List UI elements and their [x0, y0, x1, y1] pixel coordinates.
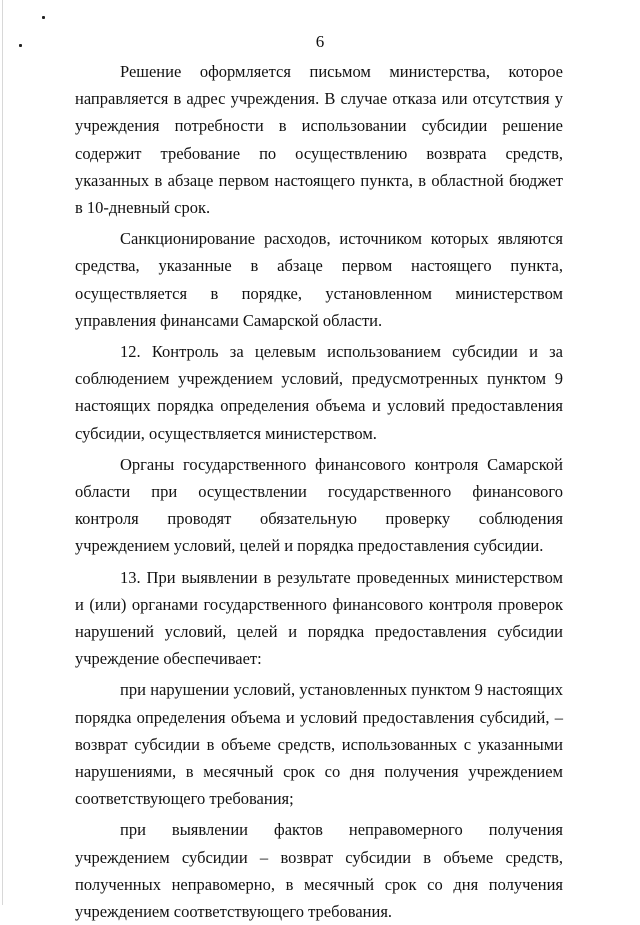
scan-mark-dot — [42, 16, 45, 19]
paragraph-financial-control-bodies: Органы государственного финансового контроля Самарской области при осуществлении государственного финансового контроля проводят обязательную проверку соблюдения учреждением условий, целей и порядка предоставления субсидии. — [75, 454, 563, 556]
paragraph-unlawful-receipt-return: при выявлении фактов неправомерного получения учреждением субсидии – возврат субсидии в объеме средств, полученных неправомерно, в месячный срок со дня получения учреждением соответствующего требования. — [75, 820, 563, 922]
page-number: 6 — [315, 32, 325, 51]
paragraph-item-13-violations: 13. При выявлении в результате проведенных министерством и (или) органами государственного финансового контроля проверок нарушений условий, целей и порядка предоставления субсидии учреждение обеспечивает: — [75, 567, 563, 669]
paragraph-item-12-control: 12. Контроль за целевым использованием субсидии и за соблюдением учреждением условий, предусмотренных пунктом 9 настоящих порядка определения объема и условий предоставления субсидии, осуществляется министерством. — [75, 342, 563, 443]
paragraph-condition-violation-return: при нарушении условий, установленных пунктом 9 настоящих порядка определения объема и условий предоставления субсидий, – возврат субсидии в объеме средств, использованных с указанными нарушениями, в месячный срок со дня получения учреждением соответствующего требования; — [75, 680, 563, 809]
scan-edge-line — [2, 0, 3, 905]
paragraph-expense-authorization: Санкционирование расходов, источником которых являются средства, указанные в абзаце первом настоящего пункта, осуществляется в порядке, установленном министерством управления финансами Самарской области. — [75, 229, 563, 330]
document-body — [75, 58, 563, 925]
paragraph-decision-letter: Решение оформляется письмом министерства, которое направляется в адрес учреждения. В случае отказа или отсутствия у учреждения потребности в использовании субсидии решение содержит требование по осуществлению возврата средств, указанных в абзаце первом настоящего пункта, в областной бюджет в 10-дневный срок. — [75, 62, 563, 218]
